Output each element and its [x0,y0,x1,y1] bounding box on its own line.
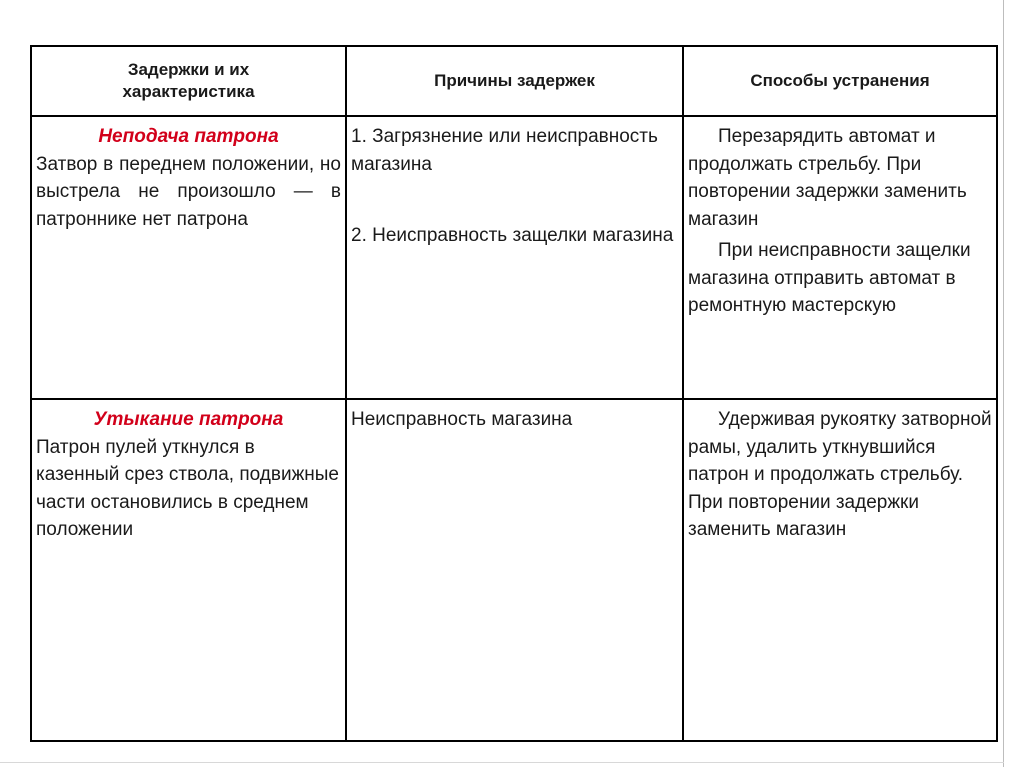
cause-item: 1. Загрязнение или неисправность магазина [351,126,658,175]
header-causes: Причины задержек [346,46,683,116]
stoppage-title: Утыкание патрона [93,409,284,430]
stoppages-table [30,45,998,742]
stoppage-cell [31,116,346,399]
table-row [31,399,997,741]
remedy-item: Перезарядить автомат и продолжать стрельбу. При повторении задержки заменить магазин [688,126,967,230]
slide-border-bottom [0,762,1004,763]
slide-border-right [1003,0,1004,767]
header-stoppages: Задержки и их характеристика [31,46,346,116]
remedy-item: Удерживая рукоятку затворной рамы, удалить уткнувшийся патрон и продолжать стрельбу. При повторении задержки заменить магазин [688,409,992,540]
cause-item: Неисправность магазина [351,409,573,430]
table-header-row [31,46,997,116]
remedy-item: При неисправности защелки магазина отправить автомат в ремонтную мастерскую [688,240,971,316]
remedies-cell [683,116,997,399]
header-remedies: Способы устранения [683,46,997,116]
causes-cell [346,399,683,741]
stoppage-title: Неподача патрона [98,126,279,147]
cause-item: 2. Неисправность защелки магазина [351,225,674,246]
remedies-cell [683,399,997,741]
causes-cell [346,116,683,399]
stoppage-description: Затвор в переднем положении, но выстрела не произошло — в патроннике нет патрона [36,153,341,230]
table-row [31,116,997,399]
stoppage-cell [31,399,346,741]
stoppage-description: Патрон пулей уткнулся в казенный срез ствола, подвижные части остановились в среднем положении [36,436,339,540]
